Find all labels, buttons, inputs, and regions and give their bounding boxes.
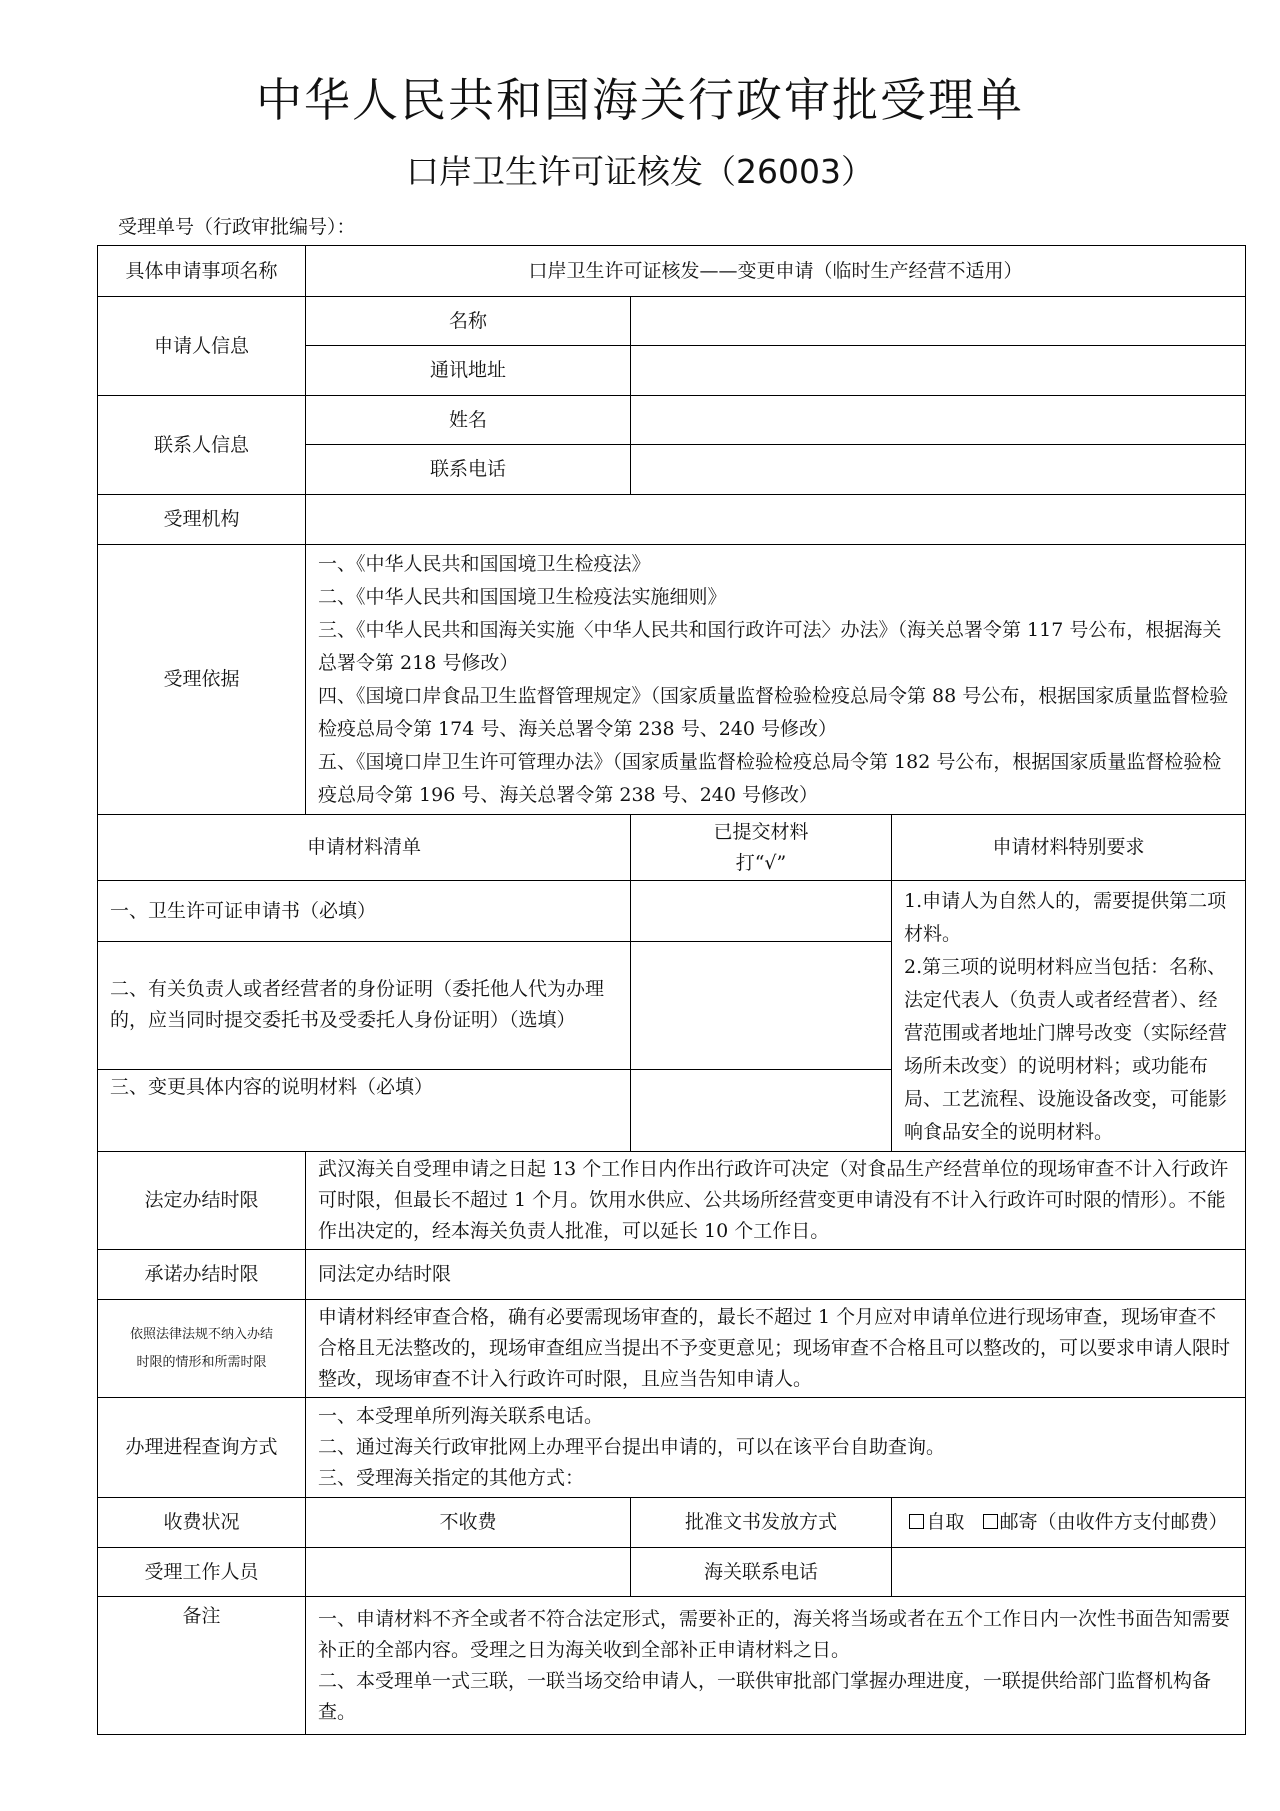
pickup-option-label: 自取 [926,1511,965,1533]
applicant-name-field[interactable] [631,297,1246,346]
materials-requirements-header: 申请材料特别要求 [892,815,1246,881]
requirement-item: 2.第三项的说明材料应当包括：名称、法定代表人（负责人或者经营者）、经营范围或者地址门牌号改变（实际经营场所未改变）的说明材料；或功能布局、工艺流程、设施设备改变，可能影响食品安全的说明材料。 [904,956,1228,1143]
mail-option-label: 邮寄（由收件方支付邮费） [999,1511,1228,1533]
applicant-address-field[interactable] [631,346,1246,396]
remarks-item: 一、申请材料不齐全或者不符合法定形式，需要补正的，海关将当场或者在五个工作日内一次性书面告知需要补正的全部内容。受理之日为海关收到全部补正申请材料之日。 [318,1607,1231,1661]
basis-label: 受理依据 [98,545,306,815]
material-item: 二、有关负责人或者经营者的身份证明（委托他人代为办理的，应当同时提交委托书及受委托人身份证明）（选填） [98,942,631,1070]
item-value: 口岸卫生许可证核发——变更申请（临时生产经营不适用） [306,246,1246,297]
application-form-table [97,245,1246,1735]
fee-value: 不收费 [306,1498,631,1548]
progress-label: 办理进程查询方式 [98,1398,306,1498]
page-title: 中华人民共和国海关行政审批受理单 [256,73,1024,127]
excluded-time-label-line1: 依照法律法规不纳入办结 [129,1326,273,1342]
page-subtitle: 口岸卫生许可证核发（26003） [406,152,874,191]
promised-limit-label: 承诺办结时限 [98,1250,306,1300]
item-row [98,246,1246,297]
applicant-label: 申请人信息 [98,297,306,396]
basis-item: 三、《中华人民共和国海关实施〈中华人民共和国行政许可法〉办法》（海关总署令第 117 号公布，根据海关总署令第 218 号修改） [318,618,1222,674]
staff-field[interactable] [306,1548,631,1597]
staff-row [98,1548,1246,1597]
pickup-checkbox[interactable] [909,1514,924,1529]
basis-item: 二、《中华人民共和国国境卫生检疫法实施细则》 [318,585,727,608]
agency-label: 受理机构 [98,495,306,545]
material-checkbox-cell[interactable] [631,942,892,1070]
basis-list [306,545,1246,815]
material-row [98,881,1246,942]
basis-item: 一、《中华人民共和国国境卫生检疫法》 [318,552,651,575]
excluded-time-row [98,1300,1246,1398]
customs-phone-label: 海关联系电话 [631,1548,892,1597]
progress-list [306,1398,1246,1498]
materials-requirements [892,881,1246,1152]
doc-number-label: 受理单号（行政审批编号）： [118,216,356,238]
applicant-name-label: 名称 [306,297,631,346]
agency-field[interactable] [306,495,1246,545]
applicant-name-row [98,297,1246,346]
materials-submitted-header-line2: 打“√” [735,851,787,874]
progress-item: 三、受理海关指定的其他方式： [318,1467,585,1489]
remarks-label: 备注 [98,1597,306,1735]
remarks-row [98,1597,1246,1735]
remarks-list [306,1597,1246,1735]
basis-item: 五、《国境口岸卫生许可管理办法》（国家质量监督检验检疫总局令第 182 号公布，根据国家质量监督检验检疫总局令第 196 号、海关总署令第 238 号、240 号修改） [318,750,1222,806]
materials-submitted-header [631,815,892,881]
contact-name-row [98,396,1246,445]
contact-name-field[interactable] [631,396,1246,445]
promised-limit-row [98,1250,1246,1300]
progress-item: 一、本受理单所列海关联系电话。 [318,1405,604,1427]
mail-checkbox[interactable] [983,1514,998,1529]
legal-limit-row [98,1152,1246,1250]
basis-row [98,545,1246,815]
fee-label: 收费状况 [98,1498,306,1548]
legal-limit-label: 法定办结时限 [98,1152,306,1250]
contact-name-label: 姓名 [306,396,631,445]
material-item: 三、变更具体内容的说明材料（必填） [98,1069,631,1151]
requirement-item: 1.申请人为自然人的，需要提供第二项材料。 [904,890,1227,945]
applicant-address-label: 通讯地址 [306,346,631,396]
agency-row [98,495,1246,545]
legal-limit-text: 武汉海关自受理申请之日起 13 个工作日内作出行政许可决定（对食品生产经营单位的现场审查不计入行政许可时限，但最长不超过 1 个月。饮用水供应、公共场所经营变更申请没有不计入行政许可时限的情形）。不能作出决定的，经本海关负责人批准，可以延长 10 个工作日。 [306,1152,1246,1250]
progress-item: 二、通过海关行政审批网上办理平台提出申请的，可以在该平台自助查询。 [318,1436,946,1458]
excluded-time-label-line2: 时限的情形和所需时限 [136,1354,267,1370]
customs-phone-field[interactable] [892,1548,1246,1597]
remarks-item: 二、本受理单一式三联，一联当场交给申请人，一联供审批部门掌握办理进度，一联提供给部门监督机构备查。 [318,1669,1212,1723]
promised-limit-text: 同法定办结时限 [306,1250,1246,1300]
excluded-time-text: 申请材料经审查合格，确有必要需现场审查的，最长不超过 1 个月应对申请单位进行现场审查，现场审查不合格且无法整改的，现场审查组应当提出不予变更意见；现场审查不合格且可以整改的，可以要求申请人限时整改，现场审查不计入行政许可时限，且应当告知申请人。 [306,1300,1246,1398]
contact-phone-label: 联系电话 [306,445,631,495]
item-label: 具体申请事项名称 [98,246,306,297]
progress-row [98,1398,1246,1498]
contact-phone-field[interactable] [631,445,1246,495]
materials-submitted-header-line1: 已提交材料 [713,820,809,843]
materials-list-header: 申请材料清单 [98,815,631,881]
material-checkbox-cell[interactable] [631,881,892,942]
basis-item: 四、《国境口岸食品卫生监督管理规定》（国家质量监督检验检疫总局令第 88 号公布，根据国家质量监督检验检疫总局令第 174 号、海关总署令第 238 号、240 号修改） [318,684,1229,740]
contact-label: 联系人信息 [98,396,306,495]
material-item: 一、卫生许可证申请书（必填） [98,881,631,942]
delivery-options [892,1498,1246,1548]
staff-label: 受理工作人员 [98,1548,306,1597]
fee-row [98,1498,1246,1548]
materials-header-row [98,815,1246,881]
material-checkbox-cell[interactable] [631,1069,892,1151]
delivery-label: 批准文书发放方式 [631,1498,892,1548]
excluded-time-label [98,1300,306,1398]
